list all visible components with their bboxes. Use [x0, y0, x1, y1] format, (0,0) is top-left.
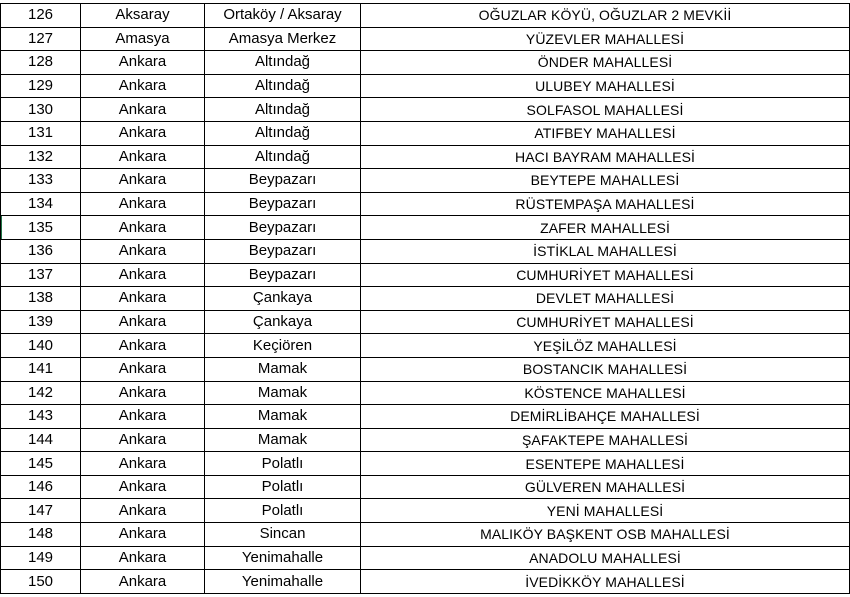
- district-cell[interactable]: Beypazarı: [205, 169, 361, 193]
- table-row: [1, 121, 850, 145]
- neighborhood-cell[interactable]: DEVLET MAHALLESİ: [361, 287, 850, 311]
- province-cell[interactable]: Ankara: [81, 310, 205, 334]
- province-cell[interactable]: Ankara: [81, 98, 205, 122]
- neighborhood-cell[interactable]: SOLFASOL MAHALLESİ: [361, 98, 850, 122]
- district-cell[interactable]: Sincan: [205, 523, 361, 547]
- province-cell[interactable]: Ankara: [81, 74, 205, 98]
- province-cell[interactable]: Ankara: [81, 546, 205, 570]
- row-number-cell[interactable]: 136: [1, 239, 81, 263]
- data-table: [0, 3, 850, 594]
- table-row: [1, 287, 850, 311]
- district-cell[interactable]: Keçiören: [205, 334, 361, 358]
- province-cell[interactable]: Ankara: [81, 145, 205, 169]
- district-cell[interactable]: Polatlı: [205, 499, 361, 523]
- district-cell[interactable]: Altındağ: [205, 98, 361, 122]
- row-number-cell[interactable]: 141: [1, 357, 81, 381]
- neighborhood-cell[interactable]: ESENTEPE MAHALLESİ: [361, 452, 850, 476]
- row-number-cell[interactable]: 131: [1, 121, 81, 145]
- province-cell[interactable]: Ankara: [81, 499, 205, 523]
- row-number-cell[interactable]: 144: [1, 428, 81, 452]
- district-cell[interactable]: Altındağ: [205, 51, 361, 75]
- district-cell[interactable]: Beypazarı: [205, 192, 361, 216]
- table-row: [1, 381, 850, 405]
- row-number-cell[interactable]: 127: [1, 27, 81, 51]
- neighborhood-cell[interactable]: BEYTEPE MAHALLESİ: [361, 169, 850, 193]
- table-row: [1, 98, 850, 122]
- district-cell[interactable]: Beypazarı: [205, 239, 361, 263]
- neighborhood-cell[interactable]: HACI BAYRAM MAHALLESİ: [361, 145, 850, 169]
- neighborhood-cell[interactable]: YEŞİLÖZ MAHALLESİ: [361, 334, 850, 358]
- province-cell[interactable]: Ankara: [81, 51, 205, 75]
- province-cell[interactable]: Ankara: [81, 452, 205, 476]
- row-number-cell[interactable]: 135: [1, 216, 81, 240]
- province-cell[interactable]: Ankara: [81, 239, 205, 263]
- neighborhood-cell[interactable]: DEMİRLİBAHÇE MAHALLESİ: [361, 405, 850, 429]
- neighborhood-cell[interactable]: MALIKÖY BAŞKENT OSB MAHALLESİ: [361, 523, 850, 547]
- province-cell[interactable]: Ankara: [81, 523, 205, 547]
- row-number-cell[interactable]: 150: [1, 570, 81, 594]
- neighborhood-cell[interactable]: OĞUZLAR KÖYÜ, OĞUZLAR 2 MEVKİİ: [361, 4, 850, 28]
- table-row: [1, 263, 850, 287]
- province-cell[interactable]: Ankara: [81, 121, 205, 145]
- neighborhood-cell[interactable]: ŞAFAKTEPE MAHALLESİ: [361, 428, 850, 452]
- table-row: [1, 546, 850, 570]
- row-number-cell[interactable]: 145: [1, 452, 81, 476]
- table-row: [1, 570, 850, 594]
- neighborhood-cell[interactable]: RÜSTEMPAŞA MAHALLESİ: [361, 192, 850, 216]
- row-number-cell[interactable]: 140: [1, 334, 81, 358]
- province-cell[interactable]: Ankara: [81, 405, 205, 429]
- row-number-cell[interactable]: 129: [1, 74, 81, 98]
- table-row: [1, 51, 850, 75]
- table-row: [1, 334, 850, 358]
- province-cell[interactable]: Ankara: [81, 263, 205, 287]
- province-cell[interactable]: Ankara: [81, 192, 205, 216]
- table-row: [1, 310, 850, 334]
- province-cell[interactable]: Ankara: [81, 475, 205, 499]
- district-cell[interactable]: Çankaya: [205, 287, 361, 311]
- district-cell[interactable]: Altındağ: [205, 74, 361, 98]
- row-number-cell[interactable]: 128: [1, 51, 81, 75]
- neighborhood-cell[interactable]: ÖNDER MAHALLESİ: [361, 51, 850, 75]
- province-cell[interactable]: Ankara: [81, 334, 205, 358]
- province-cell[interactable]: Ankara: [81, 169, 205, 193]
- province-cell[interactable]: Ankara: [81, 357, 205, 381]
- table-row: [1, 452, 850, 476]
- table-row: [1, 523, 850, 547]
- district-cell[interactable]: Mamak: [205, 428, 361, 452]
- row-number-cell[interactable]: 149: [1, 546, 81, 570]
- district-cell[interactable]: Amasya Merkez: [205, 27, 361, 51]
- row-number-cell[interactable]: 142: [1, 381, 81, 405]
- table-row: [1, 169, 850, 193]
- row-number-cell[interactable]: 147: [1, 499, 81, 523]
- row-number-cell[interactable]: 138: [1, 287, 81, 311]
- row-number-cell[interactable]: 130: [1, 98, 81, 122]
- table-row: [1, 357, 850, 381]
- table-row: [1, 239, 850, 263]
- neighborhood-cell[interactable]: YENİ MAHALLESİ: [361, 499, 850, 523]
- province-cell[interactable]: Aksaray: [81, 4, 205, 28]
- row-number-cell[interactable]: 134: [1, 192, 81, 216]
- district-cell[interactable]: Mamak: [205, 381, 361, 405]
- table-row: [1, 4, 850, 28]
- district-cell[interactable]: Yenimahalle: [205, 546, 361, 570]
- neighborhood-cell[interactable]: ULUBEY MAHALLESİ: [361, 74, 850, 98]
- neighborhood-cell[interactable]: İSTİKLAL MAHALLESİ: [361, 239, 850, 263]
- table-row: [1, 405, 850, 429]
- district-cell[interactable]: Mamak: [205, 357, 361, 381]
- province-cell[interactable]: Ankara: [81, 216, 205, 240]
- neighborhood-cell[interactable]: GÜLVEREN MAHALLESİ: [361, 475, 850, 499]
- table-row: [1, 475, 850, 499]
- neighborhood-cell[interactable]: ATIFBEY MAHALLESİ: [361, 121, 850, 145]
- table-row: [1, 216, 850, 240]
- neighborhood-cell[interactable]: ANADOLU MAHALLESİ: [361, 546, 850, 570]
- district-cell[interactable]: Mamak: [205, 405, 361, 429]
- province-cell[interactable]: Ankara: [81, 428, 205, 452]
- neighborhood-cell[interactable]: KÖSTENCE MAHALLESİ: [361, 381, 850, 405]
- district-cell[interactable]: Beypazarı: [205, 263, 361, 287]
- row-number-cell[interactable]: 143: [1, 405, 81, 429]
- neighborhood-cell[interactable]: ZAFER MAHALLESİ: [361, 216, 850, 240]
- province-cell[interactable]: Ankara: [81, 570, 205, 594]
- province-cell[interactable]: Ankara: [81, 287, 205, 311]
- neighborhood-cell[interactable]: BOSTANCIK MAHALLESİ: [361, 357, 850, 381]
- row-number-cell[interactable]: 148: [1, 523, 81, 547]
- table-row: [1, 145, 850, 169]
- district-cell[interactable]: Beypazarı: [205, 216, 361, 240]
- district-cell[interactable]: Yenimahalle: [205, 570, 361, 594]
- row-number-cell[interactable]: 137: [1, 263, 81, 287]
- district-cell[interactable]: Polatlı: [205, 475, 361, 499]
- row-number-cell[interactable]: 139: [1, 310, 81, 334]
- neighborhood-cell[interactable]: YÜZEVLER MAHALLESİ: [361, 27, 850, 51]
- district-cell[interactable]: Polatlı: [205, 452, 361, 476]
- district-cell[interactable]: Ortaköy / Aksaray: [205, 4, 361, 28]
- district-cell[interactable]: Altındağ: [205, 145, 361, 169]
- row-number-cell[interactable]: 133: [1, 169, 81, 193]
- table-row: [1, 428, 850, 452]
- neighborhood-cell[interactable]: CUMHURİYET MAHALLESİ: [361, 310, 850, 334]
- province-cell[interactable]: Ankara: [81, 381, 205, 405]
- table-row: [1, 192, 850, 216]
- table-row: [1, 499, 850, 523]
- province-cell[interactable]: Amasya: [81, 27, 205, 51]
- row-number-cell[interactable]: 126: [1, 4, 81, 28]
- row-number-cell[interactable]: 146: [1, 475, 81, 499]
- neighborhood-cell[interactable]: CUMHURİYET MAHALLESİ: [361, 263, 850, 287]
- table-row: [1, 74, 850, 98]
- table-body: [1, 4, 850, 594]
- district-cell[interactable]: Çankaya: [205, 310, 361, 334]
- row-number-cell[interactable]: 132: [1, 145, 81, 169]
- table-row: [1, 27, 850, 51]
- district-cell[interactable]: Altındağ: [205, 121, 361, 145]
- neighborhood-cell[interactable]: İVEDİKKÖY MAHALLESİ: [361, 570, 850, 594]
